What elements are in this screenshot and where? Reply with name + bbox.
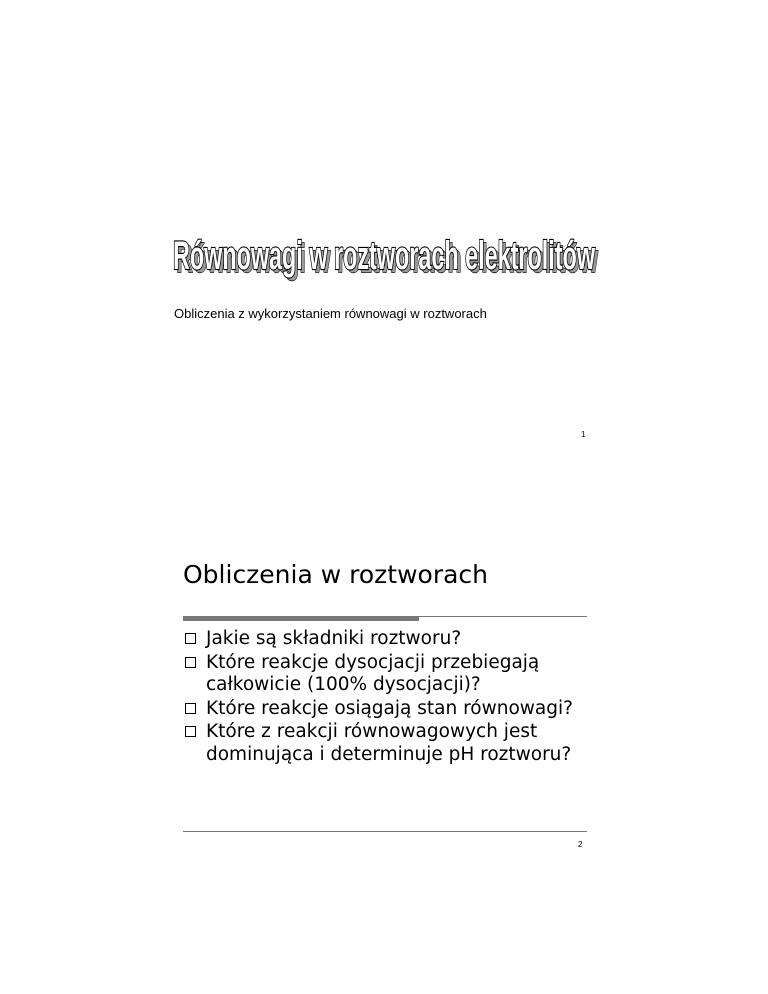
slide-2-title: Obliczenia w roztworach [183,560,489,589]
checkbox-icon [185,703,196,714]
bullet-item [183,652,583,697]
bullet-item [183,698,583,721]
wordart-title-shadow: Równowagi w roztworach elektrolitów [176,237,599,281]
bullet-text: Które z reakcji równowagowych jest dominująca i determinuje pH roztworu? [206,721,572,765]
page-number-2: 2 [578,840,583,849]
checkbox-icon [185,657,196,668]
bullet-item [183,628,583,651]
checkbox-icon [185,633,196,644]
bullet-text: Które reakcje dysocjacji przebiegają całkowicie (100% dysocjacji)? [206,651,540,695]
bullet-item [183,721,583,766]
page-number-1: 1 [581,430,586,439]
title-underline-accent [183,616,419,621]
bullet-text: Które reakcje osiągają stan równowagi? [206,697,573,719]
checkbox-icon [185,726,196,737]
bullet-text: Jakie są składniki roztworu? [206,628,462,649]
bottom-rule [183,831,587,832]
slide-1-subtitle: Obliczenia z wykorzystaniem równowagi w roztworach [174,306,487,321]
wordart-title-text: Równowagi w roztworach elektrolitów [173,234,596,278]
bullet-list [183,628,583,767]
